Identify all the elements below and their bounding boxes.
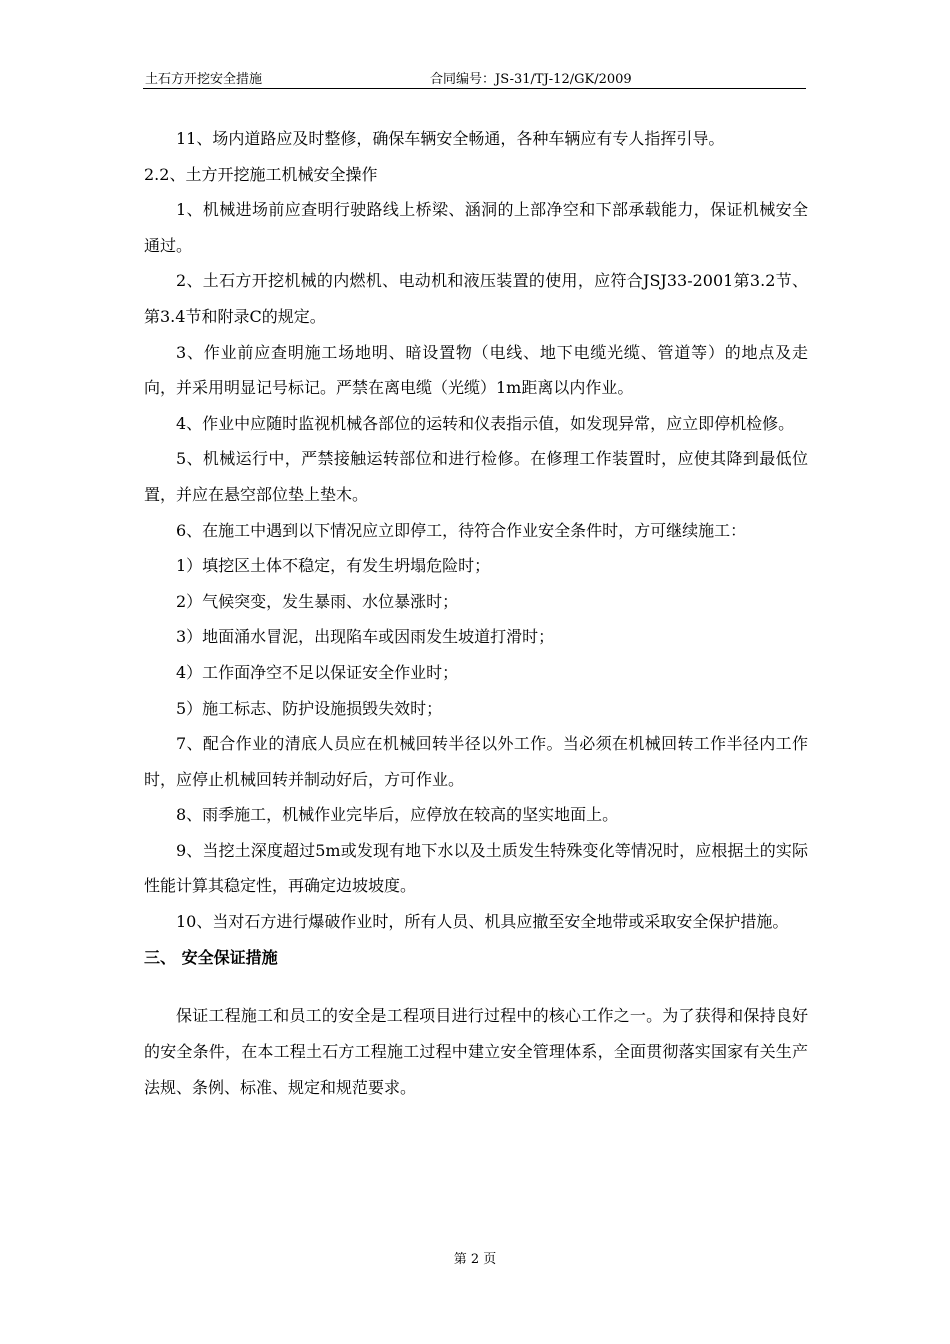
page-header (143, 66, 806, 89)
paragraph-item-9: 9、当挖土深度超过5m或发现有地下水以及土质发生特殊变化等情况时，应根据土的实际性能计算其稳定性，再确定边坡坡度。 (144, 840, 808, 896)
sub-item-4: 4）工作面净空不足以保证安全作业时； (176, 662, 459, 682)
header-title: 土石方开挖安全措施 (145, 72, 263, 87)
header-contract-number: 合同编号：JS-31/TJ-12/GK/2009 (430, 72, 632, 87)
sub-item-3: 3）地面涌水冒泥，出现陷车或因雨发生坡道打滑时； (176, 627, 555, 647)
subsection-heading-2-2: 2.2、土方开挖施工机械安全操作 (144, 164, 378, 184)
page-number: 第 2 页 (453, 1252, 497, 1267)
paragraph-item-11: 11、场内道路应及时整修，确保车辆安全畅通，各种车辆应有专人指挥引导。 (176, 129, 725, 148)
paragraph-item-5: 5、机械运行中，严禁接触运转部位和进行检修。在修理工作装置时，应使其降到最低位置，并应在悬空部位垫上垫木。 (144, 449, 808, 504)
paragraph-item-10: 10、当对石方进行爆破作业时，所有人员、机具应撤至安全地带或采取安全保护措施。 (176, 912, 789, 932)
paragraph-item-4: 4、作业中应随时监视机械各部位的运转和仪表指示值，如发现异常，应立即停机检修。 (176, 413, 795, 433)
paragraph-item-1: 1、机械进场前应查明行驶路线上桥梁、涵洞的上部净空和下部承载能力，保证机械安全通过。 (144, 200, 808, 255)
paragraph-item-8: 8、雨季施工，机械作业完毕后，应停放在较高的坚实地面上。 (176, 805, 619, 825)
paragraph-item-7: 7、配合作业的清底人员应在机械回转半径以外工作。当必须在机械回转工作半径内工作时，应停止机械回转并制动好后，方可作业。 (144, 734, 808, 789)
sub-item-2: 2）气候突变，发生暴雨、水位暴涨时； (176, 591, 459, 611)
paragraph-item-2: 2、土石方开挖机械的内燃机、电动机和液压装置的使用，应符合JSJ33-2001第3.2节、第3.4节和附录C的规定。 (144, 271, 808, 326)
section-3-heading: 三、 安全保证措施 (144, 947, 278, 967)
sub-item-1: 1）填挖区土体不稳定，有发生坍塌危险时； (176, 556, 491, 576)
section-3-paragraph: 保证工程施工和员工的安全是工程项目进行过程中的核心工作之一。为了获得和保持良好的安全条件，在本工程土石方工程施工过程中建立安全管理体系，全面贯彻落实国家有关生产法规、条例、标准、规定和规范要求。 (144, 1005, 808, 1097)
document-body (144, 121, 808, 1106)
sub-item-5: 5）施工标志、防护设施损毁失效时； (176, 698, 443, 718)
paragraph-item-6: 6、在施工中遇到以下情况应立即停工，待符合作业安全条件时，方可继续施工： (176, 520, 747, 540)
paragraph-item-3: 3、作业前应查明施工场地明、暗设置物（电线、地下电缆光缆、管道等）的地点及走向，并采用明显记号标记。严禁在离电缆（光缆）1m距离以内作业。 (144, 342, 808, 398)
